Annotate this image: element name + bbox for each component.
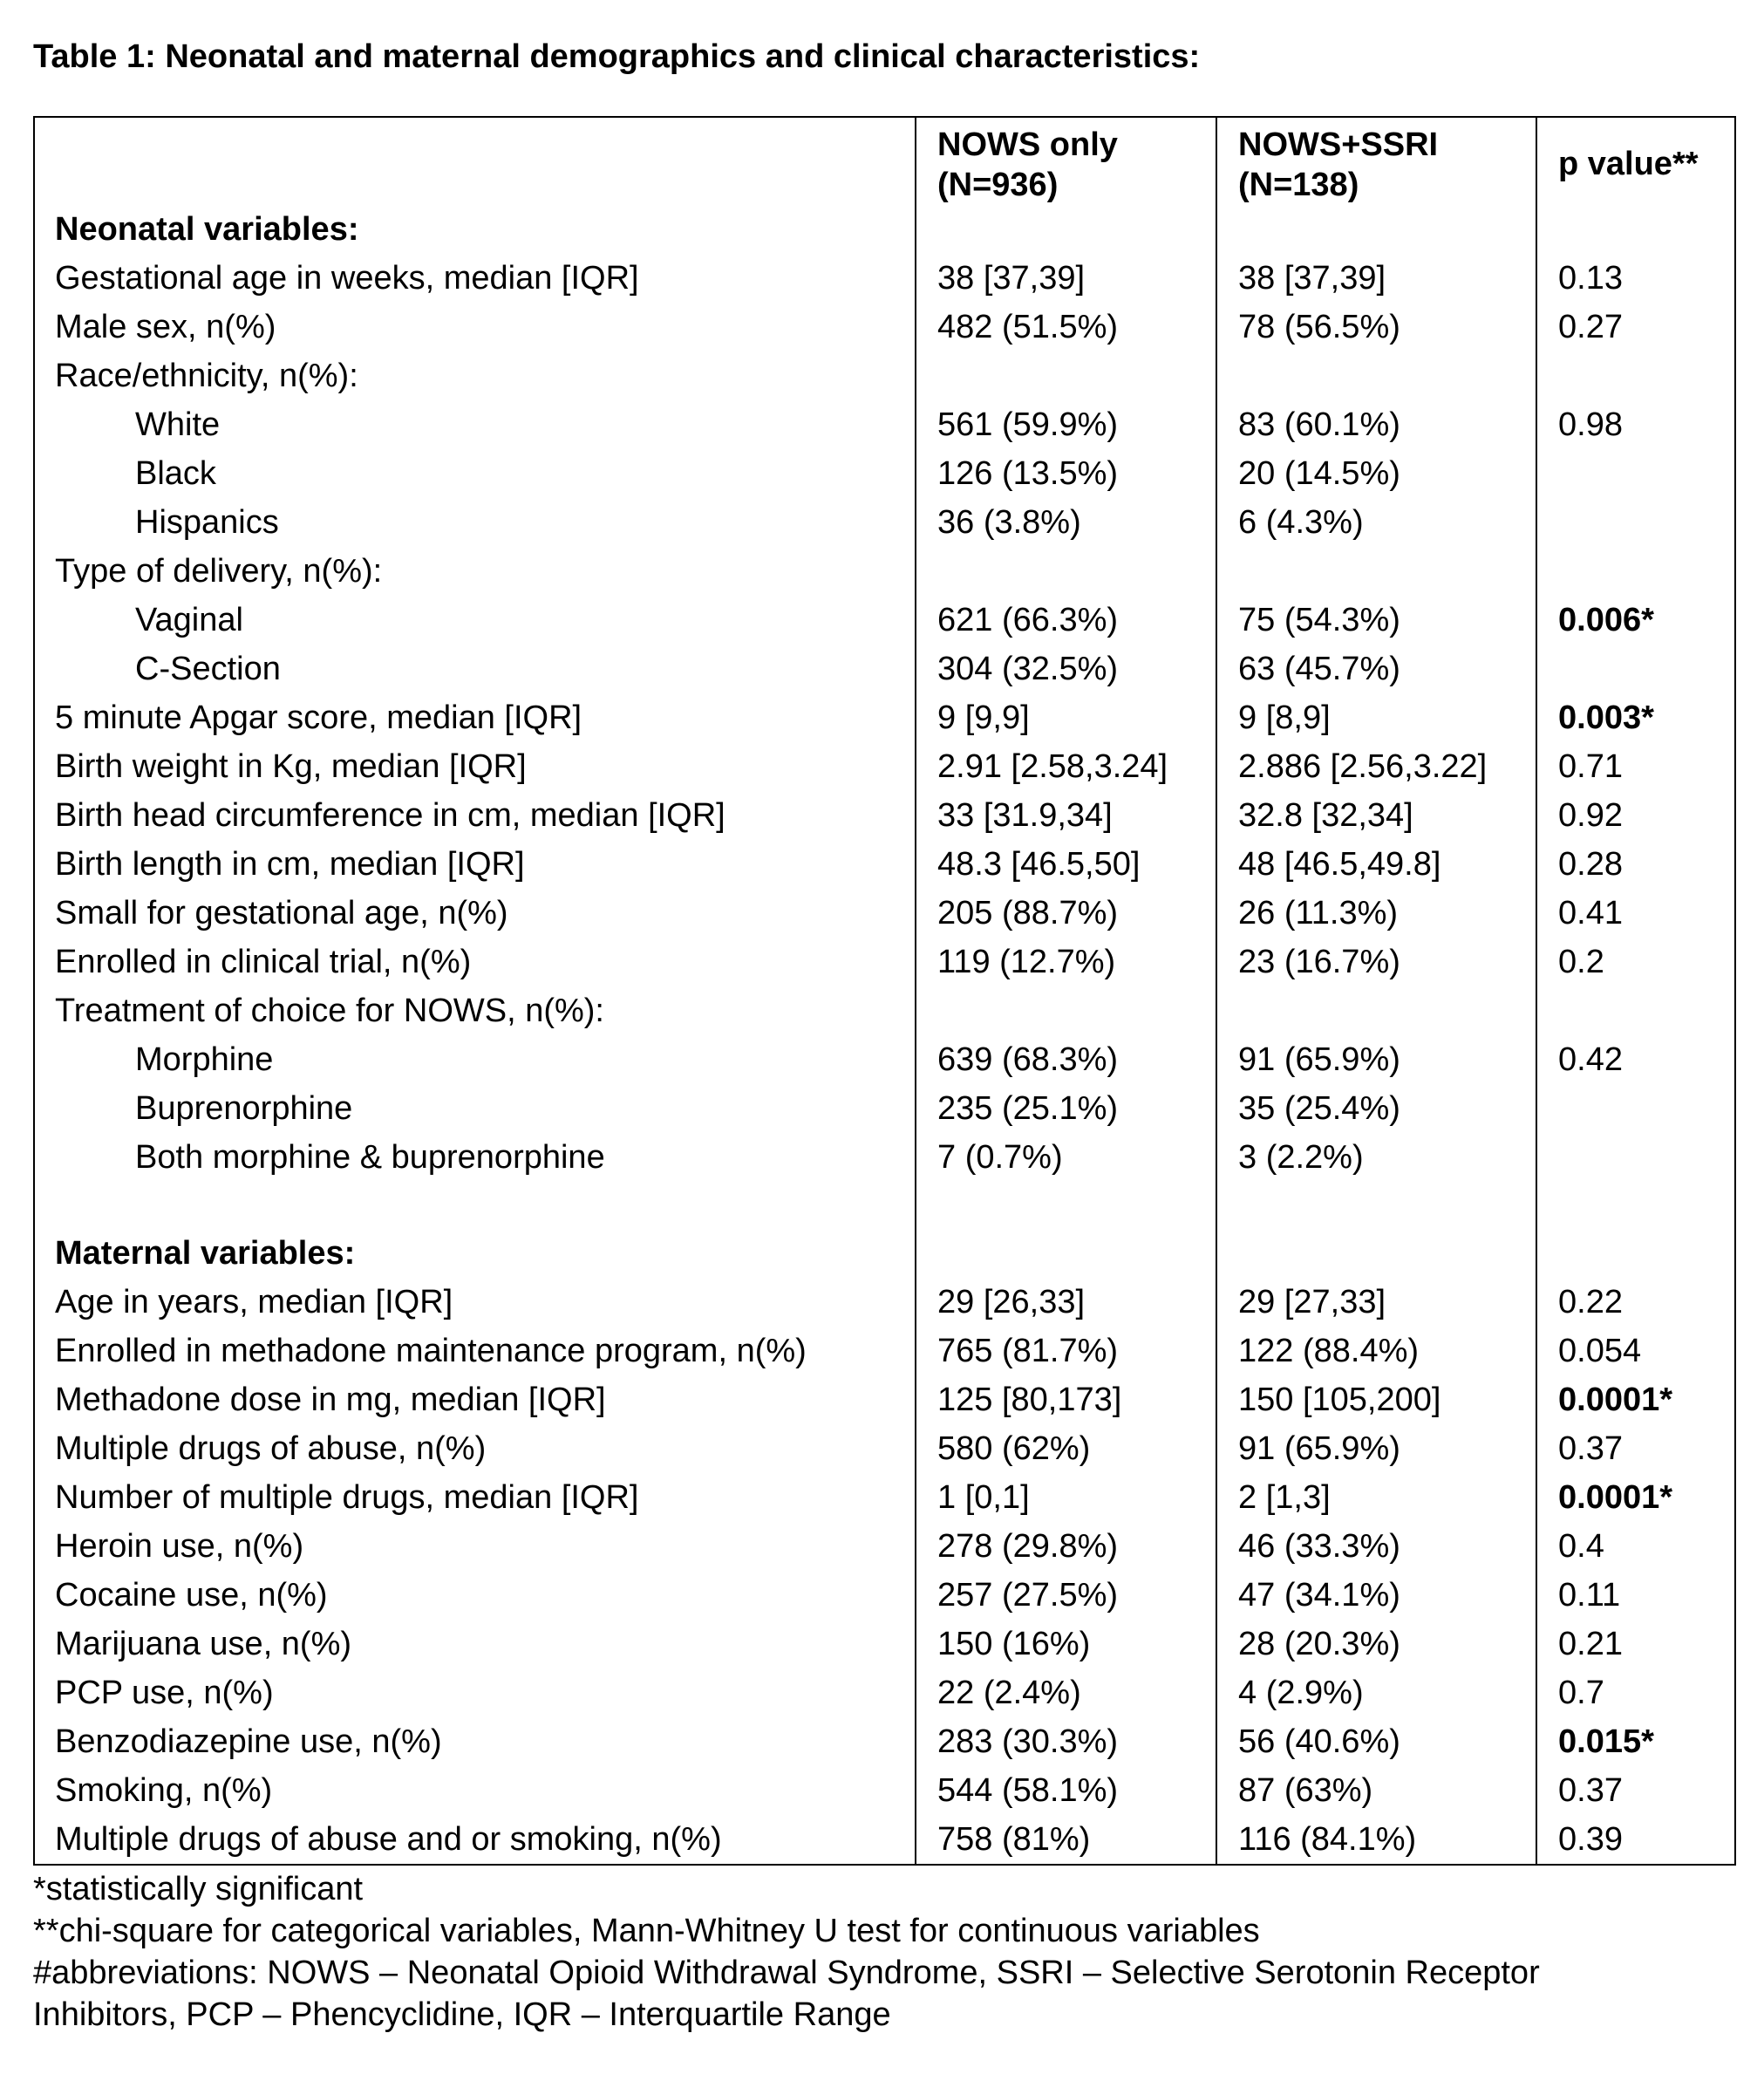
nows-only-value <box>916 986 1216 1035</box>
p-value <box>1536 498 1735 547</box>
nows-ssri-value: 122 (88.4%) <box>1216 1327 1536 1375</box>
header-nows-only <box>916 117 1216 205</box>
row-label: Cocaine use, n(%) <box>34 1571 916 1620</box>
nows-only-value: 119 (12.7%) <box>916 938 1216 986</box>
table-row <box>34 303 1735 351</box>
nows-ssri-value: 78 (56.5%) <box>1216 303 1536 351</box>
table-row <box>34 1375 1735 1424</box>
table-row <box>34 547 1735 596</box>
nows-ssri-value: 6 (4.3%) <box>1216 498 1536 547</box>
nows-only-value: 48.3 [46.5,50] <box>916 840 1216 889</box>
table-row <box>34 889 1735 938</box>
row-label: Heroin use, n(%) <box>34 1522 916 1571</box>
section-neonatal <box>34 205 1735 254</box>
nows-ssri-value: 87 (63%) <box>1216 1766 1536 1815</box>
empty-cell <box>1216 205 1536 254</box>
row-label: Multiple drugs of abuse, n(%) <box>34 1424 916 1473</box>
header-nows-ssri-line2: (N=138) <box>1238 167 1359 203</box>
header-nows-only-line1: NOWS only <box>937 126 1118 163</box>
p-value: 0.37 <box>1536 1424 1735 1473</box>
p-value: 0.2 <box>1536 938 1735 986</box>
footnotes <box>33 1868 1540 2036</box>
nows-only-value: 22 (2.4%) <box>916 1668 1216 1717</box>
nows-only-value: 544 (58.1%) <box>916 1766 1216 1815</box>
header-nows-only-line2: (N=936) <box>937 167 1059 203</box>
p-value: 0.0001* <box>1536 1473 1735 1522</box>
nows-ssri-value <box>1216 547 1536 596</box>
nows-only-value: 205 (88.7%) <box>916 889 1216 938</box>
nows-ssri-value: 2 [1,3] <box>1216 1473 1536 1522</box>
row-label: Morphine <box>34 1035 916 1084</box>
p-value: 0.21 <box>1536 1620 1735 1668</box>
nows-ssri-value: 63 (45.7%) <box>1216 645 1536 693</box>
row-label: Multiple drugs of abuse and or smoking, n(%) <box>34 1815 916 1865</box>
table-row <box>34 1815 1735 1865</box>
nows-ssri-value: 56 (40.6%) <box>1216 1717 1536 1766</box>
row-label: Hispanics <box>34 498 916 547</box>
nows-ssri-value: 23 (16.7%) <box>1216 938 1536 986</box>
table-row <box>34 1717 1735 1766</box>
table-row <box>34 1133 1735 1182</box>
nows-ssri-value: 91 (65.9%) <box>1216 1424 1536 1473</box>
empty-cell <box>1536 1182 1735 1229</box>
nows-ssri-value: 29 [27,33] <box>1216 1278 1536 1327</box>
nows-ssri-value: 38 [37,39] <box>1216 254 1536 303</box>
empty-cell <box>916 1229 1216 1278</box>
nows-ssri-value <box>1216 986 1536 1035</box>
row-label: Black <box>34 449 916 498</box>
table-row <box>34 791 1735 840</box>
empty-cell <box>34 1182 916 1229</box>
nows-only-value: 9 [9,9] <box>916 693 1216 742</box>
nows-only-value: 765 (81.7%) <box>916 1327 1216 1375</box>
row-label: PCP use, n(%) <box>34 1668 916 1717</box>
nows-only-value: 257 (27.5%) <box>916 1571 1216 1620</box>
nows-ssri-value: 9 [8,9] <box>1216 693 1536 742</box>
empty-cell <box>1216 1229 1536 1278</box>
nows-ssri-value: 28 (20.3%) <box>1216 1620 1536 1668</box>
p-value: 0.0001* <box>1536 1375 1735 1424</box>
section-neonatal-label: Neonatal variables: <box>34 205 916 254</box>
footnote-significance: *statistically significant <box>33 1871 364 1907</box>
nows-only-value: 482 (51.5%) <box>916 303 1216 351</box>
nows-ssri-value: 32.8 [32,34] <box>1216 791 1536 840</box>
p-value: 0.39 <box>1536 1815 1735 1865</box>
table-row <box>34 986 1735 1035</box>
nows-only-value: 150 (16%) <box>916 1620 1216 1668</box>
table-row <box>34 693 1735 742</box>
nows-only-value: 278 (29.8%) <box>916 1522 1216 1571</box>
nows-only-value <box>916 547 1216 596</box>
row-label: Benzodiazepine use, n(%) <box>34 1717 916 1766</box>
nows-ssri-value: 26 (11.3%) <box>1216 889 1536 938</box>
table-row <box>34 351 1735 400</box>
row-label: Gestational age in weeks, median [IQR] <box>34 254 916 303</box>
p-value: 0.71 <box>1536 742 1735 791</box>
p-value: 0.006* <box>1536 596 1735 645</box>
header-nows-ssri-line1: NOWS+SSRI <box>1238 126 1439 163</box>
row-label: Birth length in cm, median [IQR] <box>34 840 916 889</box>
p-value <box>1536 986 1735 1035</box>
table-row <box>34 938 1735 986</box>
nows-only-value: 33 [31.9,34] <box>916 791 1216 840</box>
nows-only-value: 758 (81%) <box>916 1815 1216 1865</box>
nows-ssri-value: 35 (25.4%) <box>1216 1084 1536 1133</box>
p-value: 0.11 <box>1536 1571 1735 1620</box>
p-value: 0.003* <box>1536 693 1735 742</box>
row-label: Small for gestational age, n(%) <box>34 889 916 938</box>
row-label: Buprenorphine <box>34 1084 916 1133</box>
p-value: 0.22 <box>1536 1278 1735 1327</box>
table-row <box>34 596 1735 645</box>
row-label: Type of delivery, n(%): <box>34 547 916 596</box>
nows-ssri-value: 83 (60.1%) <box>1216 400 1536 449</box>
row-label: Race/ethnicity, n(%): <box>34 351 916 400</box>
p-value: 0.054 <box>1536 1327 1735 1375</box>
row-label: Birth head circumference in cm, median [IQR] <box>34 791 916 840</box>
nows-ssri-value: 46 (33.3%) <box>1216 1522 1536 1571</box>
footnote-abbreviations-cont: Inhibitors, PCP – Phencyclidine, IQR – Interquartile Range <box>33 1996 891 2033</box>
p-value <box>1536 449 1735 498</box>
table-row <box>34 1424 1735 1473</box>
table-row <box>34 1035 1735 1084</box>
nows-only-value: 235 (25.1%) <box>916 1084 1216 1133</box>
p-value <box>1536 547 1735 596</box>
empty-cell <box>1536 205 1735 254</box>
p-value <box>1536 351 1735 400</box>
table-row <box>34 1278 1735 1327</box>
nows-ssri-value <box>1216 351 1536 400</box>
nows-only-value: 283 (30.3%) <box>916 1717 1216 1766</box>
nows-only-value: 7 (0.7%) <box>916 1133 1216 1182</box>
nows-only-value: 126 (13.5%) <box>916 449 1216 498</box>
nows-only-value: 2.91 [2.58,3.24] <box>916 742 1216 791</box>
demographics-table <box>33 116 1736 1866</box>
row-label: Smoking, n(%) <box>34 1766 916 1815</box>
p-value: 0.98 <box>1536 400 1735 449</box>
row-label: Enrolled in methadone maintenance program, n(%) <box>34 1327 916 1375</box>
table-row <box>34 254 1735 303</box>
p-value: 0.42 <box>1536 1035 1735 1084</box>
table-row <box>34 1766 1735 1815</box>
p-value: 0.4 <box>1536 1522 1735 1571</box>
row-label: 5 minute Apgar score, median [IQR] <box>34 693 916 742</box>
nows-ssri-value: 2.886 [2.56,3.22] <box>1216 742 1536 791</box>
p-value: 0.28 <box>1536 840 1735 889</box>
nows-only-value: 1 [0,1] <box>916 1473 1216 1522</box>
nows-ssri-value: 47 (34.1%) <box>1216 1571 1536 1620</box>
p-value <box>1536 1133 1735 1182</box>
table-row <box>34 1571 1735 1620</box>
nows-only-value: 580 (62%) <box>916 1424 1216 1473</box>
table-row <box>34 498 1735 547</box>
table-row <box>34 1522 1735 1571</box>
footnote-abbreviations: #abbreviations: NOWS – Neonatal Opioid Withdrawal Syndrome, SSRI – Selective Serotonin Receptor <box>33 1955 1540 1991</box>
row-label: Vaginal <box>34 596 916 645</box>
nows-ssri-value: 116 (84.1%) <box>1216 1815 1536 1865</box>
nows-ssri-value: 3 (2.2%) <box>1216 1133 1536 1182</box>
p-value: 0.13 <box>1536 254 1735 303</box>
row-label: Both morphine & buprenorphine <box>34 1133 916 1182</box>
row-label: Number of multiple drugs, median [IQR] <box>34 1473 916 1522</box>
table-row <box>34 1620 1735 1668</box>
row-label: Treatment of choice for NOWS, n(%): <box>34 986 916 1035</box>
nows-ssri-value: 75 (54.3%) <box>1216 596 1536 645</box>
nows-only-value: 38 [37,39] <box>916 254 1216 303</box>
row-label: White <box>34 400 916 449</box>
nows-ssri-value: 150 [105,200] <box>1216 1375 1536 1424</box>
row-label: C-Section <box>34 645 916 693</box>
nows-ssri-value: 4 (2.9%) <box>1216 1668 1536 1717</box>
table-row <box>34 400 1735 449</box>
p-value: 0.27 <box>1536 303 1735 351</box>
p-value: 0.015* <box>1536 1717 1735 1766</box>
p-value <box>1536 645 1735 693</box>
header-p-value: p value** <box>1536 117 1735 205</box>
nows-only-value: 304 (32.5%) <box>916 645 1216 693</box>
section-maternal <box>34 1229 1735 1278</box>
p-value: 0.92 <box>1536 791 1735 840</box>
nows-only-value: 621 (66.3%) <box>916 596 1216 645</box>
empty-cell <box>1536 1229 1735 1278</box>
spacer-row <box>34 1182 1735 1229</box>
p-value: 0.7 <box>1536 1668 1735 1717</box>
nows-only-value: 29 [26,33] <box>916 1278 1216 1327</box>
row-label: Enrolled in clinical trial, n(%) <box>34 938 916 986</box>
row-label: Methadone dose in mg, median [IQR] <box>34 1375 916 1424</box>
row-label: Male sex, n(%) <box>34 303 916 351</box>
header-nows-ssri <box>1216 117 1536 205</box>
table-row <box>34 449 1735 498</box>
table-row <box>34 645 1735 693</box>
table-title: Table 1: Neonatal and maternal demographics and clinical characteristics: <box>33 38 1201 75</box>
section-maternal-label: Maternal variables: <box>34 1229 916 1278</box>
footnote-tests: **chi-square for categorical variables, Mann-Whitney U test for continuous variables <box>33 1913 1260 1949</box>
p-value <box>1536 1084 1735 1133</box>
row-label: Birth weight in Kg, median [IQR] <box>34 742 916 791</box>
nows-ssri-value: 20 (14.5%) <box>1216 449 1536 498</box>
p-value: 0.37 <box>1536 1766 1735 1815</box>
header-empty-cell <box>34 117 916 205</box>
table-row <box>34 1084 1735 1133</box>
nows-ssri-value: 91 (65.9%) <box>1216 1035 1536 1084</box>
p-value: 0.41 <box>1536 889 1735 938</box>
nows-only-value: 561 (59.9%) <box>916 400 1216 449</box>
empty-cell <box>1216 1182 1536 1229</box>
table-row <box>34 742 1735 791</box>
row-label: Marijuana use, n(%) <box>34 1620 916 1668</box>
table-header-row <box>34 117 1735 205</box>
row-label: Age in years, median [IQR] <box>34 1278 916 1327</box>
table-row <box>34 1473 1735 1522</box>
empty-cell <box>916 1182 1216 1229</box>
nows-only-value <box>916 351 1216 400</box>
nows-only-value: 639 (68.3%) <box>916 1035 1216 1084</box>
table-row <box>34 1668 1735 1717</box>
nows-only-value: 36 (3.8%) <box>916 498 1216 547</box>
empty-cell <box>916 205 1216 254</box>
table-row <box>34 840 1735 889</box>
nows-ssri-value: 48 [46.5,49.8] <box>1216 840 1536 889</box>
table-row <box>34 1327 1735 1375</box>
nows-only-value: 125 [80,173] <box>916 1375 1216 1424</box>
